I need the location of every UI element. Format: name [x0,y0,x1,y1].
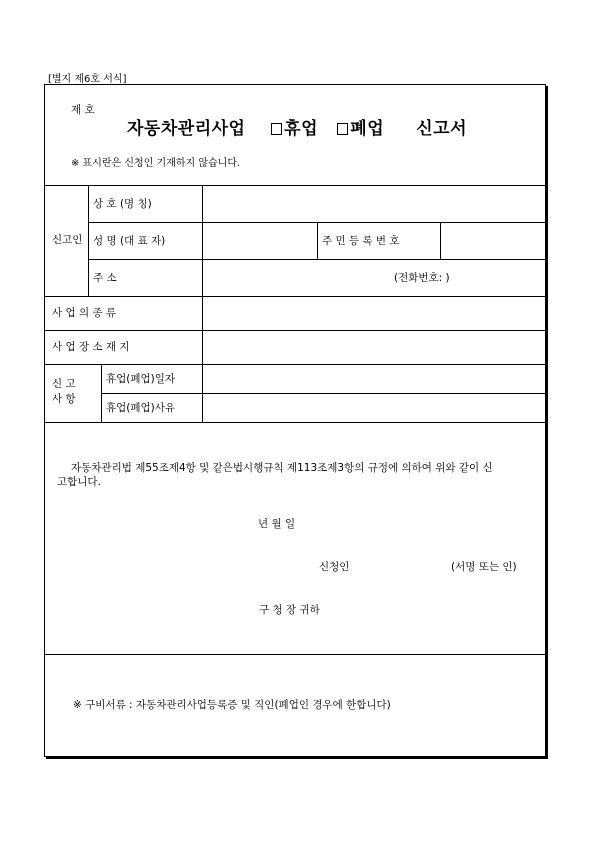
resident-number-field[interactable] [441,223,544,258]
suspend-checkbox[interactable] [271,123,282,135]
closure-date-label: 휴업(폐업)일자 [106,373,176,385]
close-checkbox[interactable] [337,123,348,135]
statement-line1: 자동차관리법 제55조제4항 및 같은법시행규칙 제113조제3항의 규정에 의하여 위와 같이 신 [71,462,493,474]
form-number-label: [별지 제6호 서식] [48,74,127,85]
report-label-line1: 신 고 [52,378,76,390]
closure-date-field[interactable] [203,365,544,392]
trade-name-label: 상 호 (명 칭) [93,198,152,210]
report-label-line2: 사 항 [52,393,76,405]
business-location-label: 사 업 장 소 재 지 [52,341,130,353]
phone-label: (전화번호: ) [394,272,450,284]
title-main: 자동차관리사업 [127,119,246,139]
business-type-label: 사 업 의 종 류 [52,307,117,319]
trade-name-field[interactable] [203,186,544,221]
signature-label: (서명 또는 인) [451,561,517,573]
address-label: 주 소 [93,272,117,284]
representative-label: 성 명 (대 표 자) [93,235,166,247]
closure-reason-field[interactable] [203,394,544,421]
applicant-label: 신청인 [319,561,350,573]
report-form [44,84,546,757]
suspend-option: 휴업 [284,119,319,139]
date-line: 년 월 일 [258,518,296,530]
business-type-field[interactable] [203,297,544,329]
note: ※ 표시란은 신청인 기재하지 않습니다. [71,158,241,169]
closure-reason-label: 휴업(폐업)사유 [106,402,176,414]
close-option: 폐업 [350,119,385,139]
attachments-note: ※ 구비서류 : 자동차관리사업등록증 및 직인(폐업인 경우에 한합니다) [73,699,391,711]
resident-number-label: 주 민 등 록 번 호 [322,235,400,247]
business-location-field[interactable] [203,331,544,363]
address-field[interactable] [203,260,388,295]
title-tail: 신고서 [416,119,468,139]
applicant-group-label: 신고인 [52,234,83,246]
representative-field[interactable] [203,223,316,258]
document-number-label: 제 호 [71,104,95,116]
form-title [127,121,467,138]
recipient-label: 구 청 장 귀하 [259,604,320,616]
statement-line2: 고합니다. [57,476,101,488]
